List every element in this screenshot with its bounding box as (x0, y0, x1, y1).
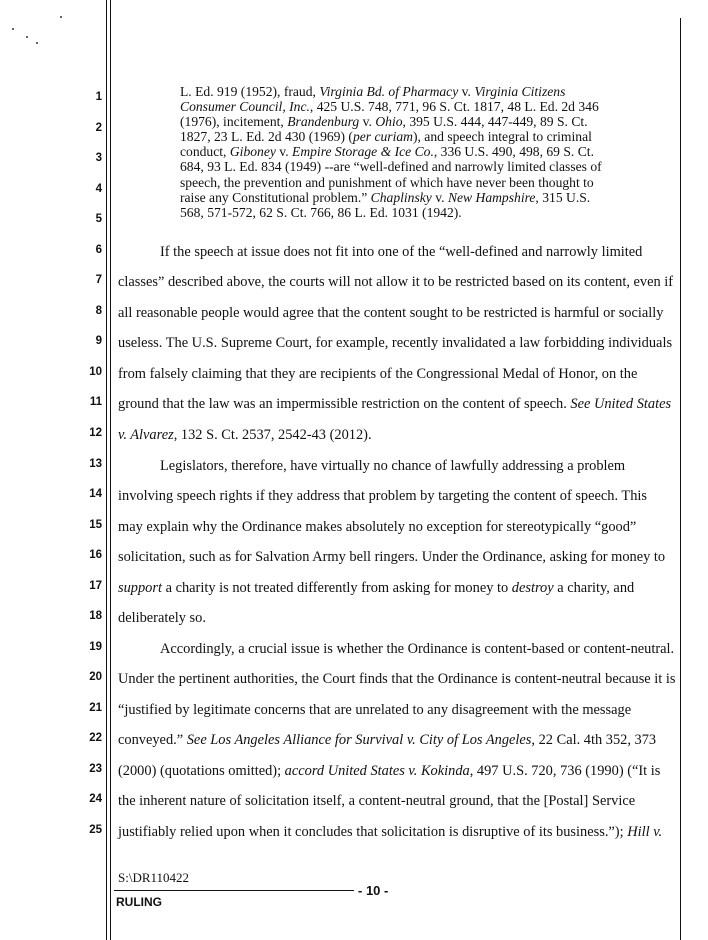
text-line (118, 366, 676, 382)
text-line (118, 824, 676, 840)
text-line (118, 732, 676, 748)
line-number: 11 (89, 396, 102, 408)
line-number: 9 (95, 335, 102, 347)
text-line (118, 702, 676, 718)
italic-citation: Consumer Council, Inc. (180, 99, 310, 115)
left-margin-rule-inner (110, 0, 111, 940)
italic-citation: New Hampshire (447, 189, 536, 205)
text-line (118, 427, 676, 443)
block-quote (180, 84, 650, 220)
line-number: 18 (89, 610, 102, 622)
italic-citation: Empire Storage & Ice Co. (292, 144, 434, 160)
italic-citation: Hill v. (627, 824, 663, 840)
line-number: 13 (89, 458, 102, 470)
line-number: 22 (89, 732, 102, 744)
line-number: 8 (95, 305, 102, 317)
text-run: , 497 U.S. 720, 736 (1990) (“It is (469, 763, 661, 779)
right-margin-rule (680, 18, 681, 940)
italic-citation: v. Alvarez (118, 427, 174, 443)
file-identifier: S:\DR110422 (118, 870, 190, 885)
text-run: the inherent nature of solicitation itself, a content-neutral ground, that the [Postal] Service (118, 793, 636, 809)
italic-citation: per curiam (352, 129, 413, 145)
italic-citation: Ohio (375, 114, 403, 130)
line-number: 5 (95, 213, 102, 225)
quote-line (180, 159, 650, 174)
text-line (118, 335, 676, 351)
text-run: (2000) (quotations omitted); (118, 763, 285, 779)
text-run: Under the pertinent authorities, the Court finds that the Ordinance is content-neutral because it is (118, 671, 676, 687)
text-run: conduct, (180, 144, 230, 160)
text-run: from falsely claiming that they are recipients of the Congressional Medal of Honor, on the (118, 366, 638, 382)
line-number: 7 (95, 274, 102, 286)
text-run: classes” described above, the courts will not allow it to be restricted based on its content, even if (118, 274, 674, 290)
text-line (160, 641, 676, 657)
text-line (118, 396, 676, 412)
text-run: useless. The U.S. Supreme Court, for example, recently invalidated a law forbidding individuals (118, 335, 673, 351)
line-number: 19 (89, 641, 102, 653)
document-label: RULING (116, 895, 162, 909)
text-line (118, 671, 676, 687)
italic-citation: Chaplinsky (370, 189, 432, 205)
text-run: 1827, 23 L. Ed. 2d 430 (1969) ( (180, 129, 353, 145)
text-run: , 22 Cal. 4th 352, 373 (531, 732, 657, 748)
text-run: may explain why the Ordinance makes absolutely no exception for stereotypically “good” (118, 519, 637, 535)
text-line (118, 610, 676, 626)
text-run: v. (431, 189, 448, 205)
line-number: 23 (89, 763, 102, 775)
quote-line (180, 84, 650, 99)
line-number: 3 (95, 152, 102, 164)
italic-citation: accord United States v. Kokinda (284, 763, 470, 779)
text-line (118, 549, 676, 565)
text-run: 568, 571-572, 62 S. Ct. 766, 86 L. Ed. 1031 (1942). (180, 204, 462, 220)
line-number: 4 (95, 183, 102, 195)
text-line (118, 274, 676, 290)
text-line (118, 580, 676, 596)
italic-citation: Virginia Bd. of Pharmacy (319, 84, 459, 99)
text-run: Accordingly, a crucial issue is whether the Ordinance is content-based or content-neutral. (160, 641, 675, 657)
text-run: speech, the prevention and punishment of which have never been thought to (180, 174, 594, 190)
text-line (118, 305, 676, 321)
italic-citation: Brandenburg (287, 114, 360, 130)
line-number: 24 (89, 793, 102, 805)
text-run: , 395 U.S. 444, 447-449, 89 S. Ct. (402, 114, 588, 130)
italic-citation: Giboney (229, 144, 276, 160)
text-run: ground that the law was an impermissible restriction on the content of speech. (118, 396, 571, 412)
text-line (118, 488, 676, 504)
line-number: 20 (89, 671, 102, 683)
text-run: a charity, and (553, 580, 635, 596)
text-run: v. (458, 84, 475, 99)
text-run: , 336 U.S. 490, 498, 69 S. Ct. (433, 144, 594, 160)
scan-specks (8, 10, 68, 50)
text-run: v. (275, 144, 293, 160)
line-number: 16 (89, 549, 102, 561)
line-number: 15 (89, 519, 102, 531)
left-margin-rule (106, 0, 107, 940)
text-run: (1976), incitement, (180, 114, 288, 130)
quote-line (180, 99, 650, 114)
text-run: L. Ed. 919 (1952), fraud, (180, 84, 320, 99)
text-run: a charity is not treated differently from asking for money to (161, 580, 512, 596)
text-line (118, 519, 676, 535)
italic-citation: See United States (570, 396, 672, 412)
text-run: v. (359, 114, 376, 130)
text-run: 684, 93 L. Ed. 834 (1949) --are “well-defined and narrowly limited classes of (180, 159, 602, 175)
italic-citation: destroy (511, 580, 554, 596)
text-run: solicitation, such as for Salvation Army bell ringers. Under the Ordinance, asking for money to (118, 549, 666, 565)
page-number: - 10 - (358, 883, 389, 898)
text-line (118, 793, 676, 809)
line-number: 14 (89, 488, 102, 500)
text-run: involving speech rights if they address that problem by targeting the content of speech. This (118, 488, 648, 504)
line-number: 21 (89, 702, 102, 714)
italic-citation: support (118, 580, 162, 596)
quote-line (180, 144, 650, 159)
text-run: , 425 U.S. 748, 771, 96 S. Ct. 1817, 48 L. Ed. 2d 346 (309, 99, 599, 115)
line-number: 12 (89, 427, 102, 439)
text-run: If the speech at issue does not fit into one of the “well-defined and narrowly limited (160, 244, 643, 260)
text-run: , 132 S. Ct. 2537, 2542-43 (2012). (173, 427, 372, 443)
quote-line (180, 205, 650, 220)
text-run: ), and speech integral to criminal (412, 129, 592, 145)
quote-line (180, 129, 650, 144)
italic-citation: Virginia Citizens (474, 84, 566, 99)
text-line (118, 763, 676, 779)
text-line (160, 244, 676, 260)
footer-rule (114, 890, 354, 891)
line-number: 10 (89, 366, 102, 378)
quote-line (180, 175, 650, 190)
text-run: “justified by legitimate concerns that are unrelated to any disagreement with the message (118, 702, 632, 718)
line-number: 25 (89, 824, 102, 836)
line-number: 1 (95, 91, 102, 103)
text-line (160, 458, 676, 474)
line-number: 6 (95, 244, 102, 256)
text-run: , 315 U.S. (535, 189, 591, 205)
quote-line (180, 190, 650, 205)
text-run: justifiably relied upon when it concludes that solicitation is disruptive of its business.”); (118, 824, 628, 840)
text-run: Legislators, therefore, have virtually no chance of lawfully addressing a problem (160, 458, 626, 474)
line-number: 17 (89, 580, 102, 592)
text-run: all reasonable people would agree that the content sought to be restricted is harmful or socially (118, 305, 664, 321)
text-run: conveyed.” (118, 732, 187, 748)
line-number: 2 (95, 122, 102, 134)
text-run: deliberately so. (118, 610, 206, 626)
quote-line (180, 114, 650, 129)
italic-citation: See Los Angeles Alliance for Survival v. City of Los Angeles (186, 732, 532, 748)
text-run: raise any Constitutional problem.” (180, 189, 371, 205)
